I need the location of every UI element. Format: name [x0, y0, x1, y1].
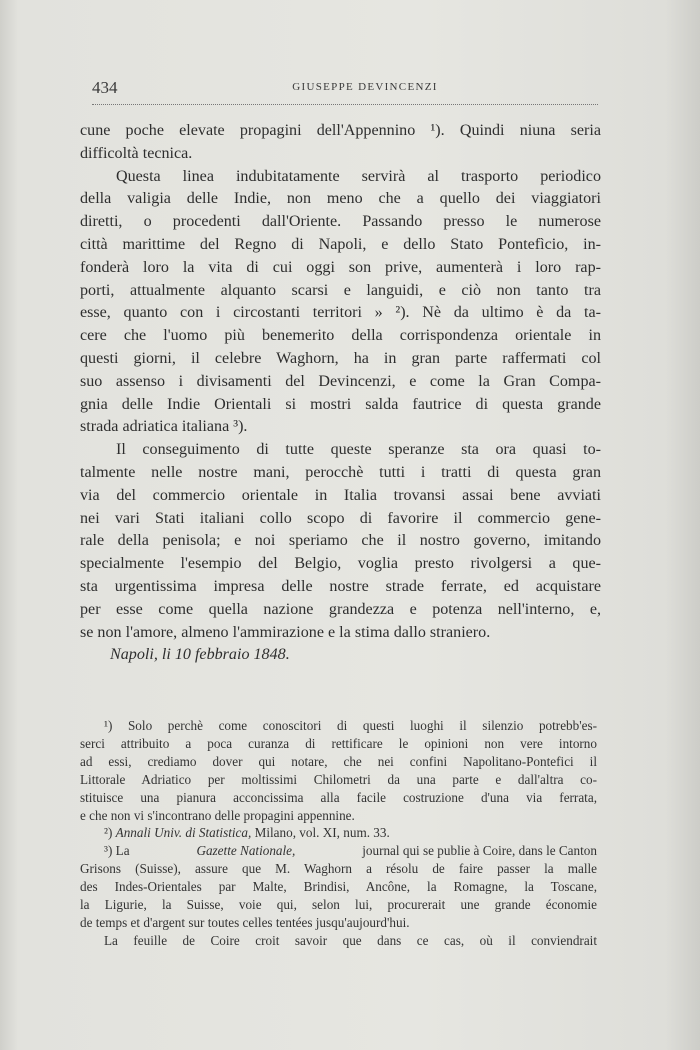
paragraph-1	[80, 120, 601, 166]
footnote-line: la Ligurie, la Suisse, voie qui, selon lui, procurerait une grande économie	[80, 897, 597, 913]
text-line: specialmente l'esempio del Belgio, voglia presto rivolgersi a que-	[80, 555, 601, 573]
text-line: della valigia delle Indie, non meno che a quello dei viaggiatori	[80, 190, 601, 208]
text-line: per esse come quella nazione grandezza e potenza nell'interno, e,	[80, 600, 601, 618]
text-line: porti, attualmente alquanto scarsi e languidi, e ciò non tanto tra	[80, 281, 601, 299]
footnote-3-marker: ³) La	[104, 843, 130, 859]
footnote-line: La feuille de Coire croit savoir que dans ce cas, où il conviendrait	[104, 932, 597, 948]
footnote-line: de temps et d'argent sur toutes celles tentées jusqu'aujourd'hui.	[80, 914, 410, 930]
paragraph-2	[80, 166, 601, 440]
text-line: gnia delle Indie Orientali si mostri salda fautrice di questa grande	[80, 395, 601, 413]
text-line: Questa linea indubitatamente servirà al trasporto periodico	[116, 167, 601, 185]
footnote-line: ad essi, crediamo dover qui notare, che nei confini Napolitano-Pontefici il	[80, 753, 597, 769]
text-line: città marittime del Regno di Napoli, e dello Stato Pontefìcio, in-	[80, 235, 601, 253]
footnote-3-title: Gazette Nationale,	[196, 843, 296, 859]
footnotes	[80, 717, 597, 950]
footnote-1	[80, 717, 597, 824]
text-line: via del commercio orientale in Italia trovansi assai bene avviati	[80, 486, 601, 504]
footnote-2-detail: Milano, vol. XI, num. 33.	[254, 825, 390, 841]
footnote-line: stituisce una pianura acconcissima alla facile costruzione d'una via ferrata,	[80, 789, 597, 805]
dateline: Napoli, li 10 febbraio 1848.	[110, 646, 290, 664]
footnote-3-first-line	[80, 842, 597, 860]
text-line: Il conseguimento di tutte queste speranze sta ora quasi to-	[116, 441, 601, 459]
text-line: strada adriatica italiana ³).	[80, 418, 248, 436]
footnote-line: ¹) Solo perchè come conoscitori di questi luoghi il silenzio potrebb'es-	[104, 718, 597, 733]
header-rule	[92, 104, 598, 105]
page-number: 434	[92, 78, 118, 97]
text-line: esse, quanto con i circostanti territori » ²). Nè da ultimo è da ta-	[80, 304, 601, 322]
footnote-2	[80, 824, 597, 842]
text-line: cune poche elevate propagini dell'Appennino ¹). Quindi niuna seria	[80, 122, 601, 139]
footnote-line: Grisons (Suisse), assure que M. Waghorn a résolu de faire passer la malle	[80, 861, 597, 877]
footnote-line: des Indes-Orientales par Malte, Brindisi, Ancône, la Romagne, la Toscane,	[80, 879, 597, 895]
text-line: sta urgentissima impresa delle nostre strade ferrate, ed acquistare	[80, 577, 601, 595]
footnote-line: Littorale Adriatico per moltissimi Chilometri da una parte e dall'altra co-	[80, 771, 597, 787]
text-line: diretti, o procedenti dall'Oriente. Passando presso le numerose	[80, 213, 601, 231]
text-line: rale della penisola; e noi speriamo che il nostro governo, imitando	[80, 532, 601, 550]
text-line: se non l'amore, almeno l'ammirazione e la stima dallo straniero.	[80, 623, 491, 641]
footnote-2-title: Annali Univ. di Statistica,	[115, 825, 252, 841]
paragraph-3	[80, 439, 601, 644]
text-line: questi giorni, il celebre Waghorn, ha in gran parte raffermati col	[80, 349, 601, 367]
text-line: talmente nelle nostre mani, perocchè tutti i tratti di questa gran	[80, 463, 601, 481]
text-line: difficoltà tecnica.	[80, 144, 193, 162]
footnote-3	[80, 842, 597, 949]
page-header	[92, 78, 598, 102]
text-line: suo assenso i divisamenti del Devincenzi, e come la Gran Compa-	[80, 372, 601, 390]
text-line: nei vari Stati italiani collo scopo di favorire il commercio gene-	[80, 509, 601, 527]
footnote-3-detail: journal qui se publie à Coire, dans le Canton	[362, 843, 597, 859]
main-text	[80, 120, 601, 667]
running-head: GIUSEPPE DEVINCENZI	[292, 81, 438, 93]
footnote-2-marker: ²)	[104, 825, 113, 841]
text-line: fonderà loro la vita di cui oggi son prive, aumenterà i loro rap-	[80, 258, 601, 276]
text-line: cere che l'uomo più benemerito della corrispondenza orientale in	[80, 327, 601, 345]
footnote-line: e che non vi s'incontrano delle propagini appennine.	[80, 807, 355, 823]
footnote-line: serci attribuito a poca curanza di rettificare le opinioni non vere intorno	[80, 735, 597, 751]
